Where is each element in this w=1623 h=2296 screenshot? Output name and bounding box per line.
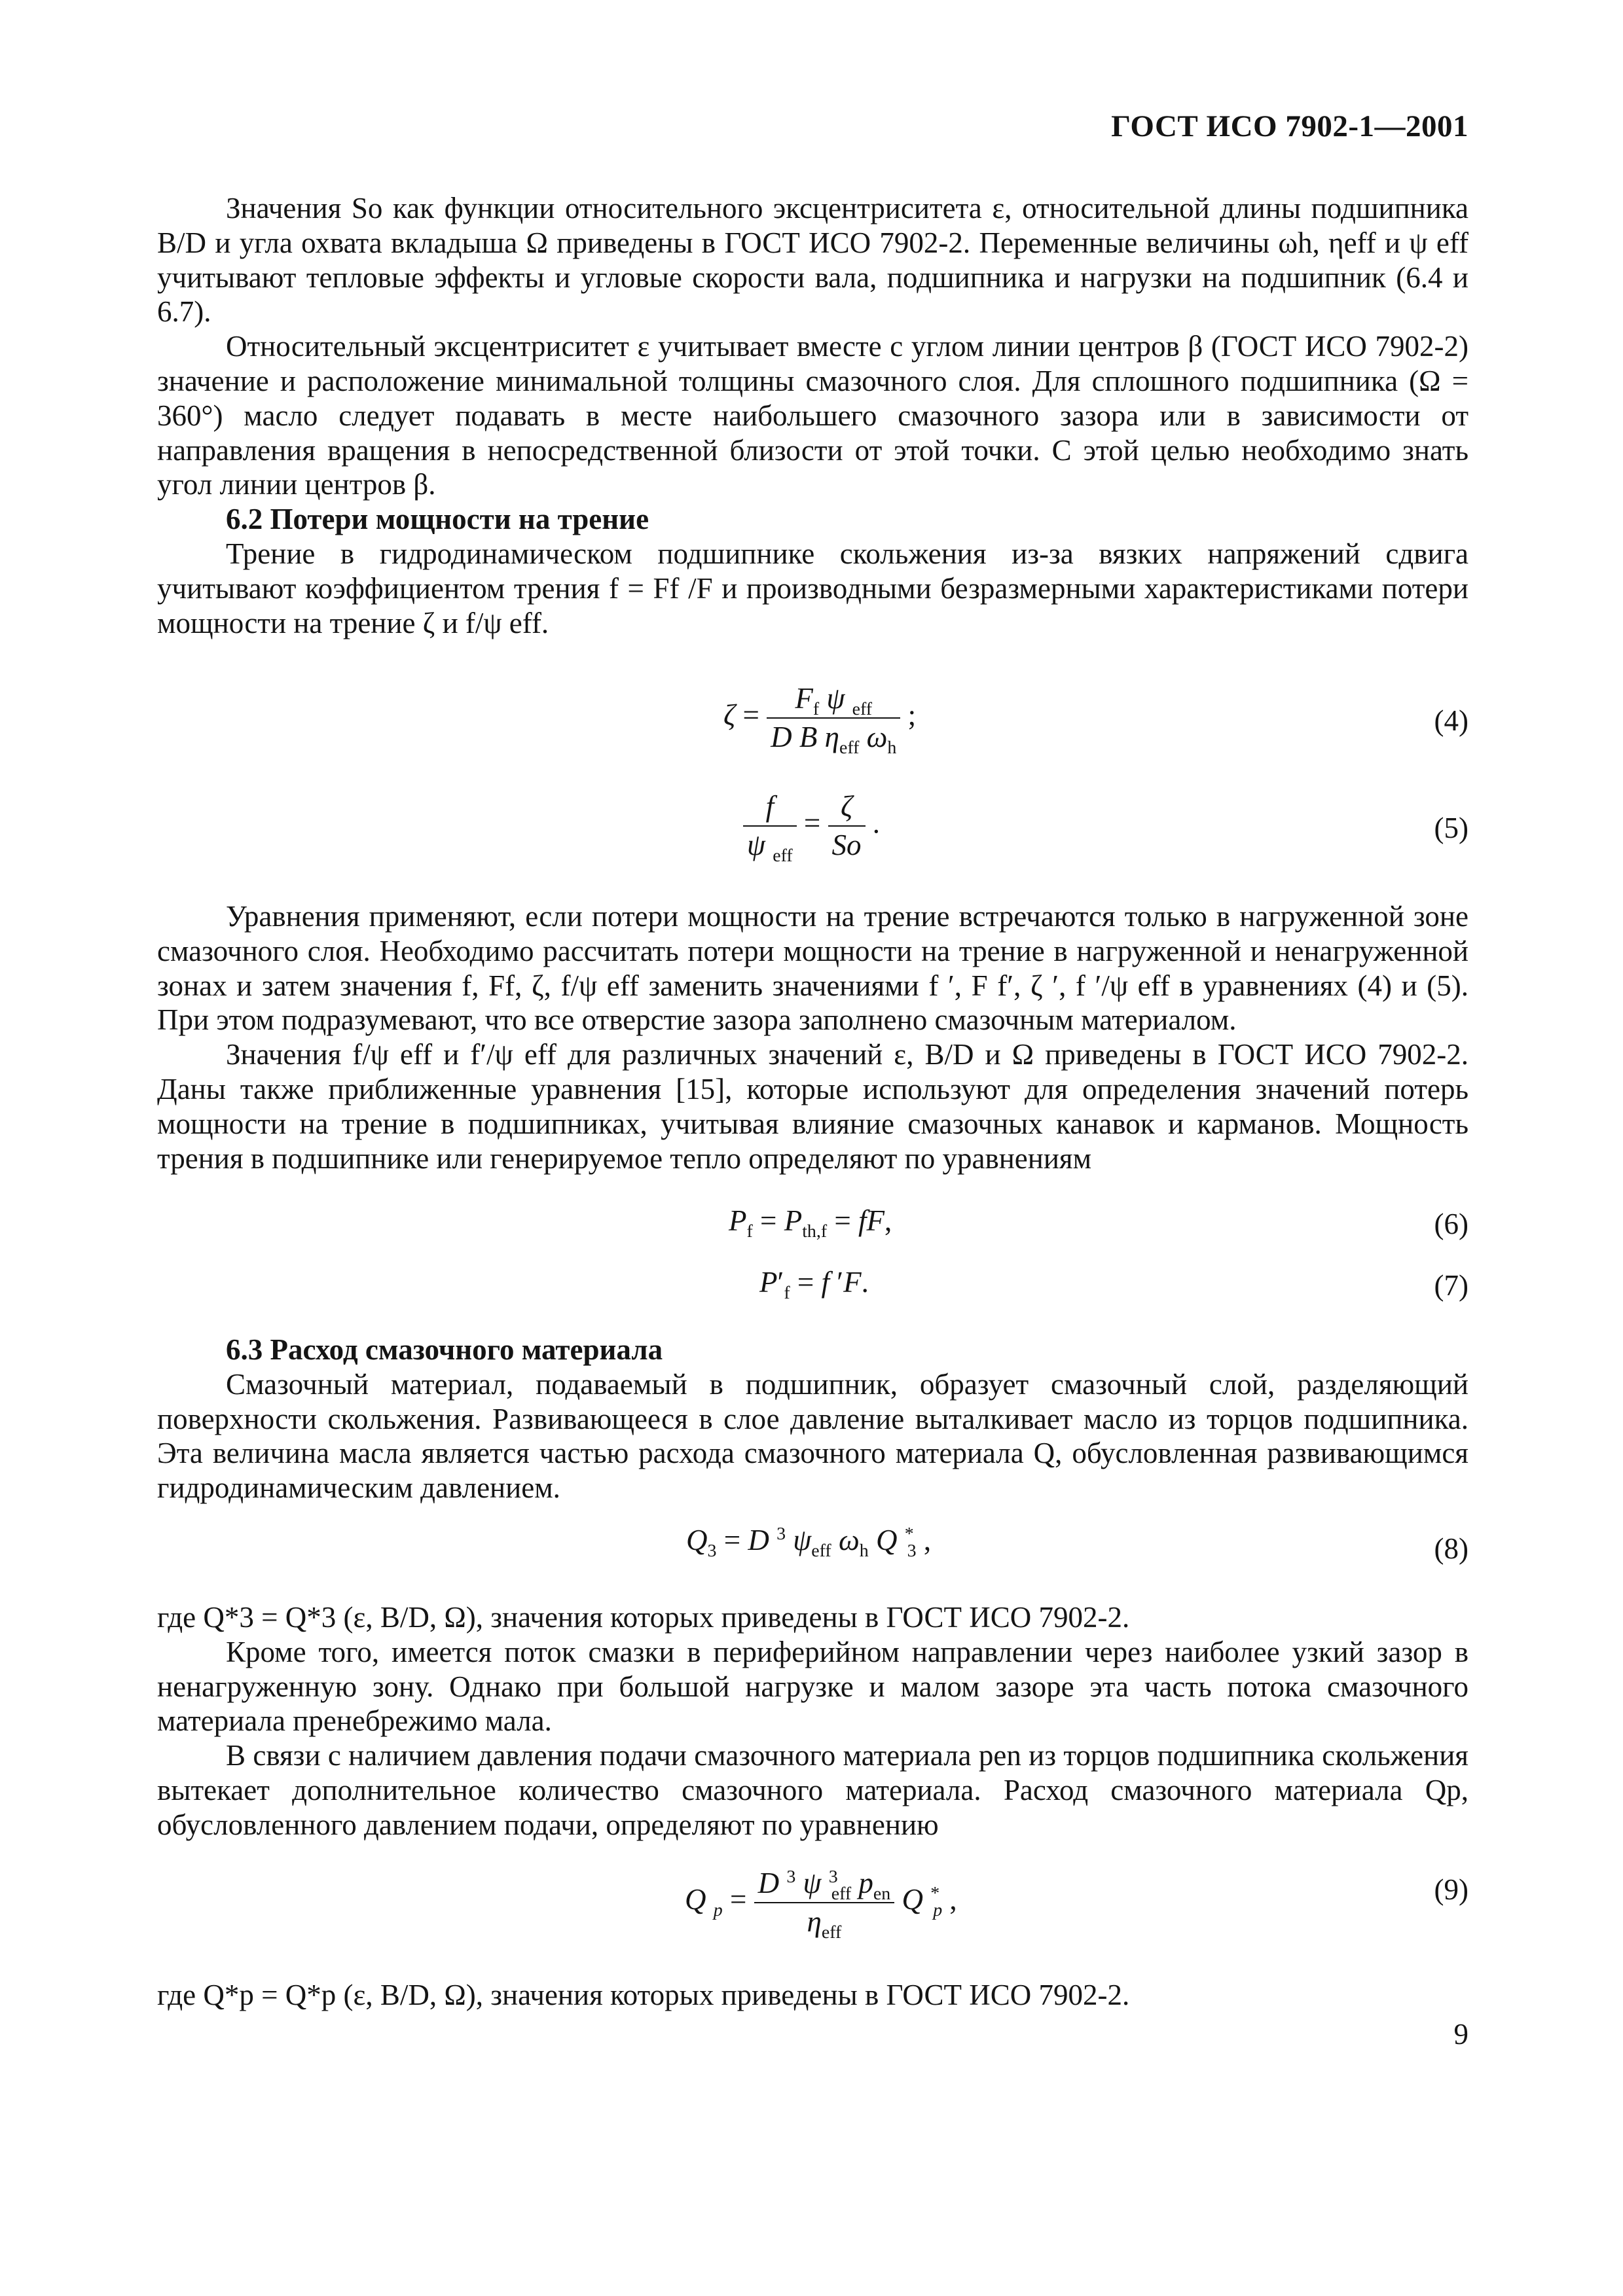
body-block-4 bbox=[157, 1600, 1468, 1842]
paragraph: Значения So как функции относительного эксцентриситета ε, относительной длины подшипника B/D и угла охвата вкладыша Ω приведены в ГОСТ ИСО 7902-2. Переменные величины ωh, ηeff и ψ eff учитывают тепловые эффекты и угловые скорости вала, подшипника и нагрузки на подшипник (6.4 и 6.7). bbox=[157, 192, 1468, 329]
equation-9: Q $_p$ = $\frac{D ^3 \psi ^3_{eff} p_{en}}{\eta_{eff}}$ Q *$_p$ , bbox=[685, 1867, 957, 1943]
body-block-2 bbox=[157, 899, 1468, 1175]
body-block-3 bbox=[157, 1333, 1468, 1505]
equation-4: ζ = $\frac{F_f \psi _{eff}}{D B \eta_{eff} \omega_h}$ ; bbox=[723, 682, 917, 758]
paragraph: Относительный эксцентриситет ε учитывает вместе с углом линии центров β (ГОСТ ИСО 7902-2) значение и расположение минимальной толщины смазочного слоя. Для сплошного подшипника (Ω = 360°) масло следует подавать в месте наибольшего смазочного зазора или в зависимости от направления вращения в непосредственной близости от этой точки. С этой целью необходимо знать угол линии центров β. bbox=[157, 330, 1468, 501]
body-block-5 bbox=[157, 1978, 1468, 2013]
paragraph: В связи с наличием давления подачи смазочного материала pen из торцов подшипника скольжения вытекает дополнительное количество смазочного материала. Расход смазочного материала Qp, обусловленного давлением подачи, определяют по уравнению bbox=[157, 1739, 1468, 1841]
section-heading: 6.2 Потери мощности на трение bbox=[226, 503, 649, 536]
equation-number: (9) bbox=[1434, 1873, 1468, 1906]
equation-number: (7) bbox=[1434, 1269, 1468, 1302]
body-block-1 bbox=[157, 191, 1468, 640]
equation-number: (4) bbox=[1434, 704, 1468, 737]
paragraph: Трение в гидродинамическом подшипнике скольжения из-за вязких напряжений сдвига учитывают коэффициентом трения f = Ff /F и производными безразмерными характеристиками потери мощности на трение ζ и f/ψ eff. bbox=[157, 537, 1468, 639]
paragraph: Уравнения применяют, если потери мощности на трение встречаются только в нагруженной зоне смазочного слоя. Необходимо рассчитать потери мощности на трение в нагруженной и ненагруженной зонах и затем значения f, Ff, ζ, f/ψ eff заменить значениями f ′, F f′, ζ ′, f ′/ψ eff в уравнениях (4) и (5). При этом подразумевают, что все отверстие зазора заполнено смазочным материалом. bbox=[157, 900, 1468, 1037]
section-heading: 6.3 Расход смазочного материала bbox=[226, 1333, 663, 1366]
paragraph: Смазочный материал, подаваемый в подшипник, образует смазочный слой, разделяющий поверхности скольжения. Развивающееся в слое давление выталкивает масло из торцов подшипника. Эта величина масла является частью расхода смазочного материала Q, обусловленная развивающимся гидродинамическим давлением. bbox=[157, 1367, 1468, 1505]
page-number: 9 bbox=[1453, 2018, 1468, 2051]
paragraph: Кроме того, имеется поток смазки в периферийном направлении через наиболее узкий зазор в ненагруженную зону. Однако при большой нагрузке и малом зазоре эта часть потока смазочного материала пренебрежимо мала. bbox=[157, 1635, 1468, 1738]
equation-number: (6) bbox=[1434, 1208, 1468, 1240]
equation-6: $P_f = P_{th,f}$ = fF, bbox=[729, 1204, 892, 1242]
standard-header: ГОСТ ИСО 7902-1—2001 bbox=[1111, 109, 1468, 143]
paragraph: где Q*p = Q*p (ε, B/D, Ω), значения которых приведены в ГОСТ ИСО 7902-2. bbox=[157, 1979, 1130, 2011]
equation-8: $Q_3 = D$ $^3$ $\psi_{eff}$ $\omega_h$ Q *$_3$ , bbox=[686, 1524, 932, 1561]
paragraph: где Q*3 = Q*3 (ε, B/D, Ω), значения которых приведены в ГОСТ ИСО 7902-2. bbox=[157, 1601, 1130, 1634]
equation-number: (8) bbox=[1434, 1532, 1468, 1565]
equation-5: $\frac{f}{\psi _{eff}}$ = $\frac{\zeta}{So}$ . bbox=[743, 792, 880, 860]
equation-7: $P'_f = f$ ′F. bbox=[759, 1266, 869, 1303]
paragraph: Значения f/ψ eff и f′/ψ eff для различных значений ε, B/D и Ω приведены в ГОСТ ИСО 7902-2. Даны также приближенные уравнения [15], которые используют для определения значений потерь мощности на трение в подшипниках, учитывая влияние смазочных канавок и карманов. Мощность трения в подшипнике или генерируемое тепло определяют по уравнениям bbox=[157, 1038, 1468, 1175]
equation-number: (5) bbox=[1434, 812, 1468, 844]
